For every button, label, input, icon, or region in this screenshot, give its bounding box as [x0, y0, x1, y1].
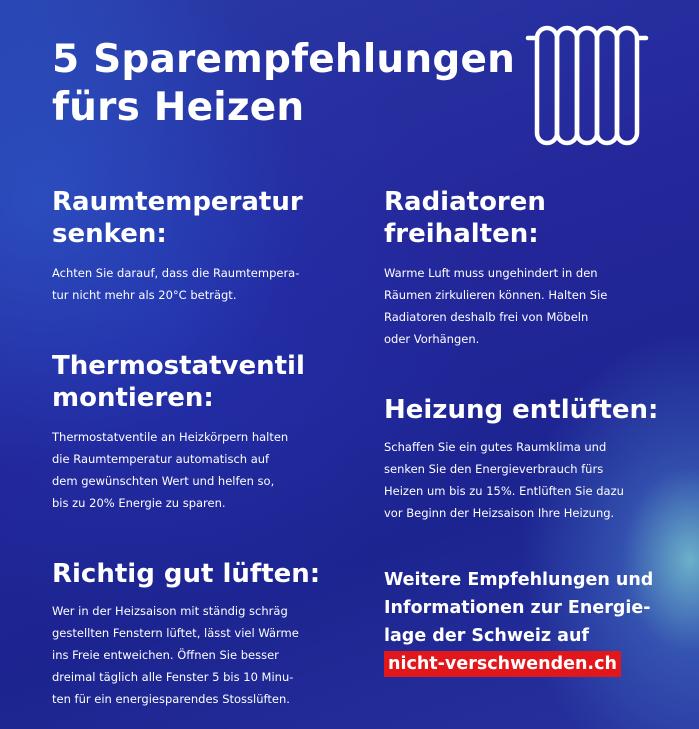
heading-raumtemperatur [52, 186, 303, 250]
text-line: Schaffen Sie ein gutes Raumklima und [384, 440, 607, 454]
text-line: senken Sie den Energieverbrauch fürs [384, 462, 604, 476]
text-line: dreimal täglich alle Fenster 5 bis 10 Minu- [52, 670, 294, 684]
cta-line: lage der Schweiz auf [384, 626, 590, 646]
website-link[interactable]: nicht-verschwenden.ch [384, 651, 621, 677]
page-title-line-2: fürs Heizen [52, 85, 305, 130]
heading-line: Richtig gut lüften: [52, 559, 321, 589]
text-line: ins Freie entweichen. Öffnen Sie besser [52, 648, 279, 662]
heading-line: Thermostatventil [52, 351, 305, 381]
heading-line: montieren: [52, 383, 214, 413]
heading-line: freihalten: [384, 219, 539, 249]
text-raumtemperatur [52, 262, 299, 306]
cta-line: Weitere Empfehlungen und [384, 570, 654, 590]
text-lueften [52, 600, 299, 710]
heading-line: senken: [52, 219, 167, 249]
text-line: tur nicht mehr als 20°C beträgt. [52, 288, 237, 302]
page-title [52, 36, 515, 132]
text-line: Heizen um bis zu 15%. Entlüften Sie dazu [384, 484, 624, 498]
text-line: Achten Sie darauf, dass die Raumtempera- [52, 266, 300, 280]
text-line: ten für ein energiesparendes Stosslüften. [52, 692, 290, 706]
text-line: Thermostatventile an Heizkörpern halten [52, 430, 289, 444]
heading-entlueften [384, 394, 658, 426]
text-line: Warme Luft muss ungehindert in den [384, 266, 598, 280]
text-radiatoren [384, 262, 607, 350]
text-line: Räumen zirkulieren können. Halten Sie [384, 288, 608, 302]
heading-thermostatventil [52, 350, 305, 414]
text-line: dem gewünschten Wert und helfen so, [52, 474, 275, 488]
radiator-icon [525, 18, 655, 146]
heading-line: Raumtemperatur [52, 187, 303, 217]
heading-lueften [52, 558, 320, 590]
heading-radiatoren [384, 186, 546, 250]
page-title-line-1: 5 Sparempfehlungen [52, 37, 516, 82]
heading-line: Radiatoren [384, 187, 546, 217]
text-line: die Raumtemperatur automatisch auf [52, 452, 270, 466]
text-line: vor Beginn der Heizsaison Ihre Heizung. [384, 506, 615, 520]
more-info-block [384, 566, 653, 678]
text-line: bis zu 20% Energie zu sparen. [52, 496, 226, 510]
text-line: Radiatoren deshalb frei von Möbeln [384, 310, 589, 324]
text-thermostatventil [52, 426, 288, 514]
text-line: Wer in der Heizsaison mit ständig schräg [52, 604, 288, 618]
text-entlueften [384, 436, 624, 524]
text-line: oder Vorhängen. [384, 332, 480, 346]
cta-line: Informationen zur Energie- [384, 598, 651, 618]
heading-line: Heizung entlüften: [384, 395, 659, 425]
text-line: gestellten Fenstern lüftet, lässt viel Wärme [52, 626, 299, 640]
